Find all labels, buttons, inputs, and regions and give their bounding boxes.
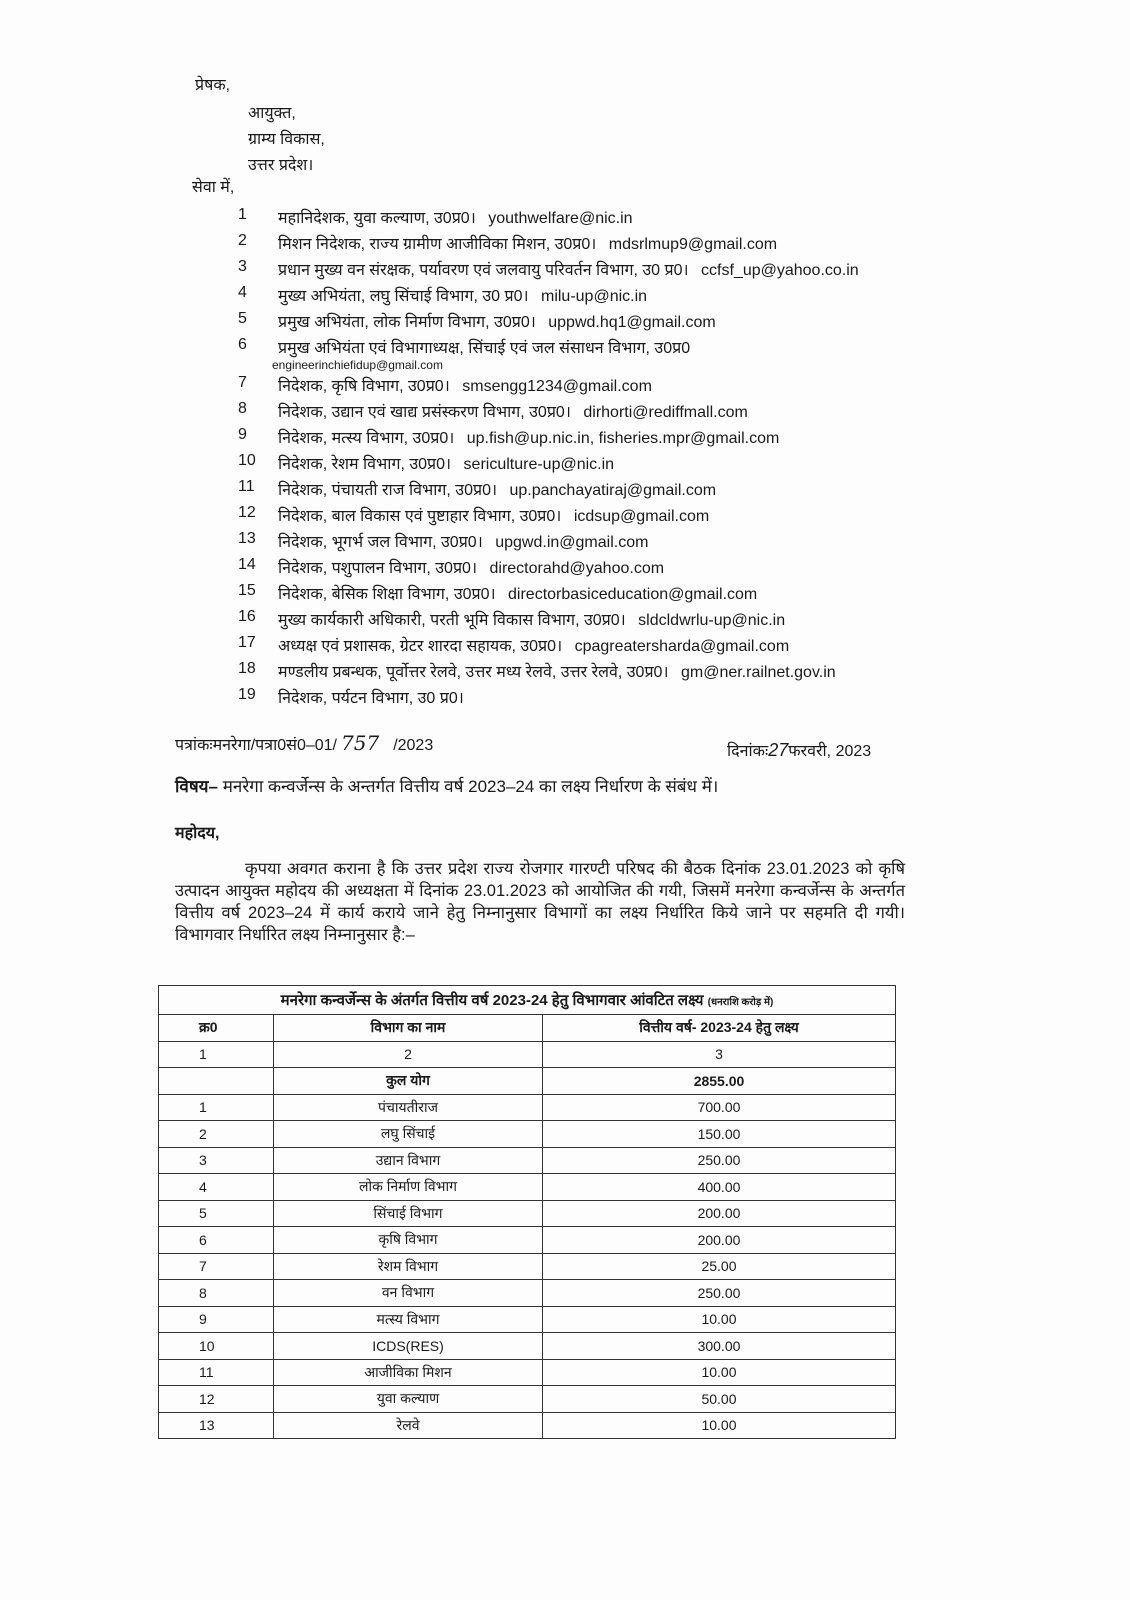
recipient-item (230, 478, 1030, 504)
recipient-number: 18 (238, 660, 256, 677)
row-department: लोक निर्माण विभाग (274, 1174, 543, 1201)
recipient-number: 1 (238, 206, 247, 223)
row-target: 200.00 (543, 1227, 896, 1254)
body-text: कृपया अवगत कराना है कि उत्तर प्रदेश राज्य रोजगार गारण्टी परिषद की बैठक दिनांक 23.01.2023 को कृषि उत्पादन आयुक्त महोदय की अध्यक्षता में दिनांक 23.01.2023 को आयोजित की गयी, जिसमें मनरेगा कन्वर्जेन्स के अन्तर्गत वित्तीय वर्ष 2023–24 में कार्य कराये जाने हेतु निम्नानुसार विभागों का लक्ष्य निर्धारित किये जाने पर सहमति दी गयी। विभागवार निर्धारित लक्ष्य निम्नानुसार है:– (175, 860, 905, 944)
table-colnum-row (159, 1041, 896, 1068)
recipient-email[interactable]: up.fish@up.nic.in, fisheries.mpr@gmail.com (466, 430, 780, 447)
row-department: रेलवे (274, 1412, 543, 1439)
recipient-text: प्रमुख अभियंता एवं विभागाध्यक्ष, सिंचाई एवं जल संसाधन विभाग, उ0प्र0 (278, 340, 691, 357)
recipient-item (230, 206, 1030, 232)
recipient-item (230, 504, 1030, 530)
recipient-item (230, 426, 1030, 452)
recipient-item (230, 582, 1030, 608)
colnum: 2 (274, 1041, 543, 1068)
table-row (159, 1306, 896, 1333)
recipient-text: निदेशक, रेशम विभाग, उ0प्र0। (278, 456, 452, 473)
row-department: पंचायतीराज (274, 1094, 543, 1121)
recipient-number: 3 (238, 258, 247, 275)
recipient-text: निदेशक, कृषि विभाग, उ0प्र0। (278, 378, 450, 395)
row-department: युवा कल्याण (274, 1386, 543, 1413)
header-target: वित्तीय वर्ष- 2023-24 हेतु लक्ष्य (543, 1015, 896, 1042)
recipient-number: 7 (238, 374, 247, 391)
recipient-text: निदेशक, पर्यटन विभाग, उ0 प्र0। (278, 690, 464, 707)
row-target: 250.00 (543, 1147, 896, 1174)
total-value: 2855.00 (543, 1068, 896, 1095)
table-row (159, 1412, 896, 1439)
date-prefix: दिनांकः (727, 743, 769, 760)
subject-text: मनरेगा कन्वर्जेन्स के अन्तर्गत वित्तीय वर्ष 2023–24 का लक्ष्य निर्धारण के संबंध में। (222, 777, 719, 796)
table-row (159, 1094, 896, 1121)
recipient-number: 16 (238, 608, 256, 625)
recipient-email[interactable]: youthwelfare@nic.in (488, 210, 633, 227)
recipient-email[interactable]: engineerinchiefidup@gmail.com (272, 358, 443, 372)
row-target: 10.00 (543, 1412, 896, 1439)
table-title-row (159, 986, 896, 1015)
row-serial: 5 (159, 1200, 274, 1227)
recipient-email[interactable]: directorahd@yahoo.com (489, 560, 665, 577)
recipient-number: 17 (238, 634, 256, 651)
to-label: सेवा में, (192, 179, 235, 196)
recipient-text: निदेशक, भूगर्भ जल विभाग, उ0प्र0। (278, 534, 483, 551)
ref-number: 757 (341, 731, 380, 755)
recipient-list (230, 206, 1030, 712)
recipient-number: 2 (238, 232, 247, 249)
table-row (159, 1359, 896, 1386)
recipient-text: मिशन निदेशक, राज्य ग्रामीण आजीविका मिशन, उ0प्र0। (278, 236, 597, 253)
recipient-text: निदेशक, पंचायती राज विभाग, उ0प्र0। (278, 482, 498, 499)
recipient-email[interactable]: smsengg1234@gmail.com (462, 378, 652, 395)
row-serial: 9 (159, 1306, 274, 1333)
recipient-item (230, 660, 1030, 686)
recipient-text: निदेशक, पशुपालन विभाग, उ0प्र0। (278, 560, 478, 577)
ref-prefix: पत्रांकःमनरेगा/पत्रा0सं0–01/ (175, 737, 337, 754)
recipient-item (230, 556, 1030, 582)
header-serial: क्र0 (159, 1015, 274, 1042)
table-header-row (159, 1015, 896, 1042)
recipient-email[interactable]: sldcldwrlu-up@nic.in (638, 612, 786, 629)
colnum: 3 (543, 1041, 896, 1068)
recipient-email[interactable]: upgwd.in@gmail.com (495, 534, 649, 551)
recipient-number: 15 (238, 582, 256, 599)
recipient-item (230, 284, 1030, 310)
letter-date (727, 740, 871, 762)
recipient-item (230, 258, 1030, 284)
recipient-number: 10 (238, 452, 256, 469)
header-department: विभाग का नाम (274, 1015, 543, 1042)
row-serial: 10 (159, 1333, 274, 1360)
recipient-item (230, 686, 1030, 712)
row-serial: 7 (159, 1253, 274, 1280)
recipient-text: निदेशक, बाल विकास एवं पुष्टाहार विभाग, उ0प्र0। (278, 508, 562, 525)
recipient-email[interactable]: dirhorti@rediffmall.com (583, 404, 748, 421)
recipient-text: प्रमुख अभियंता, लोक निर्माण विभाग, उ0प्र0। (278, 314, 536, 331)
row-serial: 1 (159, 1094, 274, 1121)
recipient-number: 14 (238, 556, 256, 573)
sender-line: ग्राम्य विकास, (248, 131, 325, 148)
row-serial: 3 (159, 1147, 274, 1174)
row-department: रेशम विभाग (274, 1253, 543, 1280)
row-target: 50.00 (543, 1386, 896, 1413)
row-department: वन विभाग (274, 1280, 543, 1307)
recipient-number: 5 (238, 310, 247, 327)
recipient-text: महानिदेशक, युवा कल्याण, उ0प्र0। (278, 210, 476, 227)
row-serial: 12 (159, 1386, 274, 1413)
ref-suffix: /2023 (393, 737, 434, 754)
table-unit: (धनराशि करोड़ में) (707, 997, 774, 1008)
table-row (159, 1121, 896, 1148)
subject (175, 777, 718, 797)
row-serial: 8 (159, 1280, 274, 1307)
row-department: सिंचाई विभाग (274, 1200, 543, 1227)
row-target: 10.00 (543, 1306, 896, 1333)
body-paragraph (175, 858, 905, 946)
total-label: कुल योग (274, 1068, 543, 1095)
recipient-text: निदेशक, बेसिक शिक्षा विभाग, उ0प्र0। (278, 586, 496, 603)
reference-number (175, 733, 433, 756)
recipient-number: 12 (238, 504, 256, 521)
recipient-number: 13 (238, 530, 256, 547)
row-department: आजीविका मिशन (274, 1359, 543, 1386)
recipient-item (230, 608, 1030, 634)
recipient-email[interactable]: sericulture-up@nic.in (463, 456, 615, 473)
recipient-item (230, 232, 1030, 258)
row-serial: 13 (159, 1412, 274, 1439)
row-department: मत्स्य विभाग (274, 1306, 543, 1333)
table-row (159, 1280, 896, 1307)
recipient-text: मण्डलीय प्रबन्धक, पूर्वोत्तर रेलवे, उत्तर मध्य रेलवे, उत्तर रेलवे, उ0प्र0। (278, 664, 669, 681)
recipient-text: मुख्य अभियंता, लघु सिंचाई विभाग, उ0 प्र0। (278, 288, 529, 305)
sender-line: उत्तर प्रदेश। (248, 157, 314, 174)
recipient-item (230, 374, 1030, 400)
colnum: 1 (159, 1041, 274, 1068)
table-row (159, 1147, 896, 1174)
recipient-item (230, 310, 1030, 336)
subject-label: विषय– (175, 777, 218, 796)
row-target: 300.00 (543, 1333, 896, 1360)
recipient-number: 8 (238, 400, 247, 417)
row-serial: 2 (159, 1121, 274, 1148)
table-title: मनरेगा कन्वर्जेन्स के अंतर्गत वित्तीय वर्ष 2023-24 हेतु विभागवार आंवटित लक्ष्य (280, 992, 704, 1009)
row-department: लघु सिंचाई (274, 1121, 543, 1148)
table-row (159, 1227, 896, 1254)
recipient-email[interactable]: cpagreatersharda@gmail.com (574, 638, 790, 655)
table-row (159, 1253, 896, 1280)
recipient-email[interactable]: directorbasiceducation@gmail.com (508, 586, 758, 603)
salutation: महोदय, (175, 825, 220, 842)
row-target: 400.00 (543, 1174, 896, 1201)
row-target: 200.00 (543, 1200, 896, 1227)
recipient-text: निदेशक, उद्यान एवं खाद्य प्रसंस्करण विभाग, उ0प्र0। (278, 404, 571, 421)
recipient-item (230, 336, 1030, 374)
row-target: 700.00 (543, 1094, 896, 1121)
recipient-item (230, 634, 1030, 660)
sender-line: आयुक्त, (248, 105, 296, 122)
recipient-text: प्रधान मुख्य वन संरक्षक, पर्यावरण एवं जलवायु परिवर्तन विभाग, उ0 प्र0। (278, 262, 689, 279)
recipient-email[interactable]: up.panchayatiraj@gmail.com (509, 482, 717, 499)
recipient-number: 6 (238, 336, 247, 353)
table-row (159, 1386, 896, 1413)
row-target: 150.00 (543, 1121, 896, 1148)
row-serial: 4 (159, 1174, 274, 1201)
recipient-number: 9 (238, 426, 247, 443)
date-suffix: फरवरी, 2023 (788, 743, 872, 760)
recipient-email[interactable]: ccfsf_up@yahoo.co.in (701, 262, 859, 279)
recipient-text: मुख्य कार्यकारी अधिकारी, परती भूमि विकास विभाग, उ0प्र0। (278, 612, 626, 629)
target-table (158, 985, 896, 1439)
recipient-email[interactable]: gm@ner.railnet.gov.in (680, 664, 836, 681)
row-department: उद्यान विभाग (274, 1147, 543, 1174)
recipient-item (230, 530, 1030, 556)
table-total-row (159, 1068, 896, 1095)
recipient-item (230, 400, 1030, 426)
row-target: 10.00 (543, 1359, 896, 1386)
recipient-email[interactable]: uppwd.hq1@gmail.com (548, 314, 716, 331)
row-target: 25.00 (543, 1253, 896, 1280)
recipient-number: 11 (238, 478, 255, 495)
sender-label: प्रेषक, (195, 77, 231, 94)
row-department: ICDS(RES) (274, 1333, 543, 1360)
recipient-email[interactable]: icdsup@gmail.com (573, 508, 710, 525)
recipient-email[interactable]: mdsrlmup9@gmail.com (608, 236, 778, 253)
row-serial: 11 (159, 1359, 274, 1386)
table-row (159, 1200, 896, 1227)
table-row (159, 1174, 896, 1201)
recipient-number: 4 (238, 284, 247, 301)
recipient-item (230, 452, 1030, 478)
row-department: कृषि विभाग (274, 1227, 543, 1254)
recipient-text: अध्यक्ष एवं प्रशासक, ग्रेटर शारदा सहायक, उ0प्र0। (278, 638, 563, 655)
row-serial: 6 (159, 1227, 274, 1254)
date-day: 27 (768, 740, 789, 760)
recipient-number: 19 (238, 686, 256, 703)
recipient-text: निदेशक, मत्स्य विभाग, उ0प्र0। (278, 430, 455, 447)
recipient-email[interactable]: milu-up@nic.in (540, 288, 648, 305)
row-target: 250.00 (543, 1280, 896, 1307)
table-row (159, 1333, 896, 1360)
